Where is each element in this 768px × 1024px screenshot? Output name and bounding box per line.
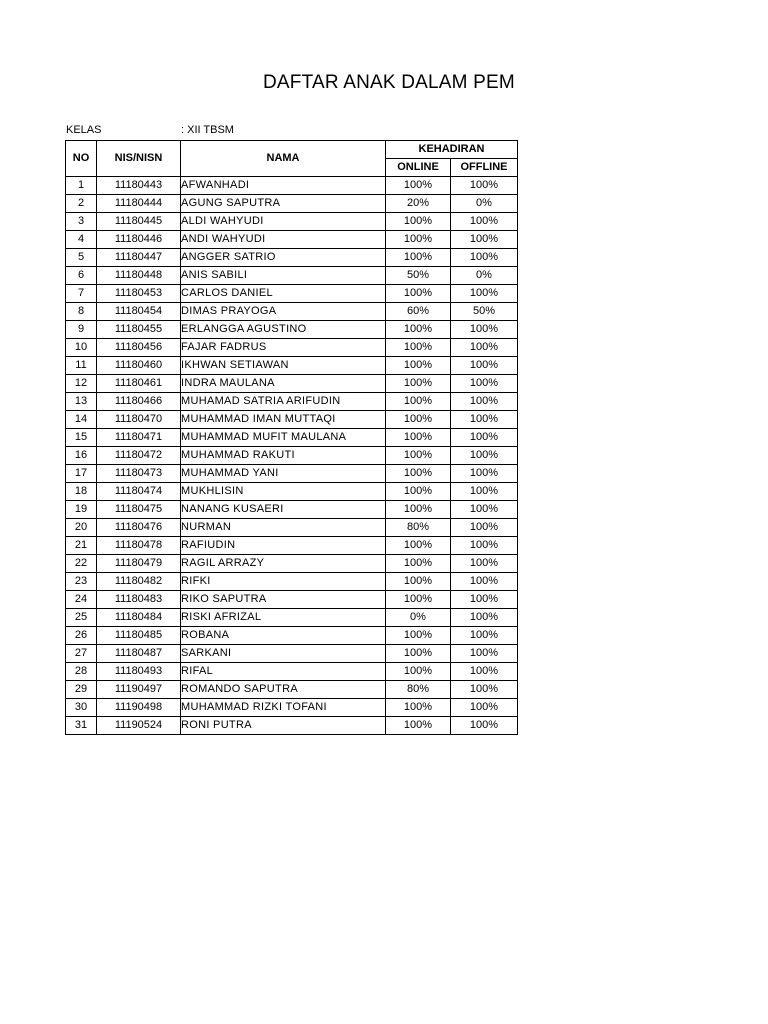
table-row: [66, 663, 518, 681]
nama-cell: MUHAMMAD RIZKI TOFANI: [181, 699, 386, 717]
row-number-cell: 21: [66, 537, 97, 555]
offline-attendance-cell: 100%: [451, 465, 518, 483]
nama-cell: RAGIL ARRAZY: [181, 555, 386, 573]
table-row: [66, 483, 518, 501]
nis-cell: 11180478: [97, 537, 181, 555]
nama-cell: ROMANDO SAPUTRA: [181, 681, 386, 699]
nama-cell: AGUNG SAPUTRA: [181, 195, 386, 213]
row-number-cell: 30: [66, 699, 97, 717]
nis-cell: 11180487: [97, 645, 181, 663]
table-header-row: [66, 141, 518, 159]
row-number-cell: 13: [66, 393, 97, 411]
nama-cell: MUHAMAD SATRIA ARIFUDIN: [181, 393, 386, 411]
table-row: [66, 375, 518, 393]
row-number-cell: 25: [66, 609, 97, 627]
online-attendance-cell: 20%: [386, 195, 451, 213]
nis-cell: 11180456: [97, 339, 181, 357]
column-header-nama: NAMA: [181, 141, 386, 177]
online-attendance-cell: 100%: [386, 213, 451, 231]
nis-cell: 11180444: [97, 195, 181, 213]
row-number-cell: 22: [66, 555, 97, 573]
row-number-cell: 3: [66, 213, 97, 231]
nis-cell: 11180474: [97, 483, 181, 501]
table-row: [66, 393, 518, 411]
nama-cell: DIMAS PRAYOGA: [181, 303, 386, 321]
row-number-cell: 17: [66, 465, 97, 483]
table-row: [66, 465, 518, 483]
online-attendance-cell: 100%: [386, 699, 451, 717]
kelas-value: : XII TBSM: [181, 124, 234, 136]
table-row: [66, 555, 518, 573]
nis-cell: 11180471: [97, 429, 181, 447]
online-attendance-cell: 100%: [386, 645, 451, 663]
row-number-cell: 18: [66, 483, 97, 501]
offline-attendance-cell: 100%: [451, 627, 518, 645]
nama-cell: RAFIUDIN: [181, 537, 386, 555]
online-attendance-cell: 60%: [386, 303, 451, 321]
column-header-online: ONLINE: [386, 159, 451, 177]
column-header-nis: NIS/NISN: [97, 141, 181, 177]
table-row: [66, 231, 518, 249]
nama-cell: RIFAL: [181, 663, 386, 681]
row-number-cell: 4: [66, 231, 97, 249]
nama-cell: ANGGER SATRIO: [181, 249, 386, 267]
nis-cell: 11180455: [97, 321, 181, 339]
nama-cell: MUKHLISIN: [181, 483, 386, 501]
nis-cell: 11180470: [97, 411, 181, 429]
table-row: [66, 447, 518, 465]
online-attendance-cell: 100%: [386, 357, 451, 375]
offline-attendance-cell: 100%: [451, 555, 518, 573]
table-row: [66, 267, 518, 285]
row-number-cell: 23: [66, 573, 97, 591]
nis-cell: 11180476: [97, 519, 181, 537]
online-attendance-cell: 100%: [386, 429, 451, 447]
row-number-cell: 26: [66, 627, 97, 645]
online-attendance-cell: 100%: [386, 717, 451, 735]
offline-attendance-cell: 100%: [451, 231, 518, 249]
online-attendance-cell: 100%: [386, 537, 451, 555]
nis-cell: 11180461: [97, 375, 181, 393]
nama-cell: NURMAN: [181, 519, 386, 537]
nis-cell: 11180454: [97, 303, 181, 321]
offline-attendance-cell: 100%: [451, 537, 518, 555]
offline-attendance-cell: 100%: [451, 411, 518, 429]
nis-cell: 11180466: [97, 393, 181, 411]
offline-attendance-cell: 100%: [451, 339, 518, 357]
online-attendance-cell: 0%: [386, 609, 451, 627]
nama-cell: MUHAMMAD RAKUTI: [181, 447, 386, 465]
offline-attendance-cell: 100%: [451, 609, 518, 627]
nis-cell: 11190497: [97, 681, 181, 699]
nama-cell: NANANG KUSAERI: [181, 501, 386, 519]
nis-cell: 11180445: [97, 213, 181, 231]
offline-attendance-cell: 100%: [451, 447, 518, 465]
row-number-cell: 2: [66, 195, 97, 213]
nis-cell: 11180460: [97, 357, 181, 375]
offline-attendance-cell: 100%: [451, 663, 518, 681]
column-header-kehadiran: KEHADIRAN: [386, 141, 518, 159]
online-attendance-cell: 100%: [386, 591, 451, 609]
nis-cell: 11180479: [97, 555, 181, 573]
row-number-cell: 15: [66, 429, 97, 447]
online-attendance-cell: 100%: [386, 393, 451, 411]
row-number-cell: 12: [66, 375, 97, 393]
offline-attendance-cell: 100%: [451, 393, 518, 411]
table-row: [66, 285, 518, 303]
row-number-cell: 28: [66, 663, 97, 681]
row-number-cell: 6: [66, 267, 97, 285]
online-attendance-cell: 100%: [386, 411, 451, 429]
row-number-cell: 7: [66, 285, 97, 303]
nis-cell: 11180484: [97, 609, 181, 627]
table-body: [66, 177, 518, 735]
table-row: [66, 177, 518, 195]
nama-cell: CARLOS DANIEL: [181, 285, 386, 303]
offline-attendance-cell: 100%: [451, 483, 518, 501]
row-number-cell: 27: [66, 645, 97, 663]
table-row: [66, 717, 518, 735]
table-row: [66, 627, 518, 645]
nama-cell: ROBANA: [181, 627, 386, 645]
offline-attendance-cell: 100%: [451, 177, 518, 195]
nama-cell: IKHWAN SETIAWAN: [181, 357, 386, 375]
nis-cell: 11180485: [97, 627, 181, 645]
online-attendance-cell: 100%: [386, 627, 451, 645]
online-attendance-cell: 100%: [386, 177, 451, 195]
offline-attendance-cell: 100%: [451, 645, 518, 663]
nis-cell: 11180473: [97, 465, 181, 483]
nama-cell: SARKANI: [181, 645, 386, 663]
nis-cell: 11180446: [97, 231, 181, 249]
offline-attendance-cell: 100%: [451, 519, 518, 537]
nama-cell: RIKO SAPUTRA: [181, 591, 386, 609]
offline-attendance-cell: 100%: [451, 429, 518, 447]
online-attendance-cell: 100%: [386, 375, 451, 393]
row-number-cell: 5: [66, 249, 97, 267]
online-attendance-cell: 100%: [386, 285, 451, 303]
nis-cell: 11180453: [97, 285, 181, 303]
nis-cell: 11180482: [97, 573, 181, 591]
nama-cell: AFWANHADI: [181, 177, 386, 195]
table-row: [66, 591, 518, 609]
attendance-table: [65, 140, 518, 735]
nis-cell: 11180472: [97, 447, 181, 465]
nama-cell: RISKI AFRIZAL: [181, 609, 386, 627]
row-number-cell: 31: [66, 717, 97, 735]
table-row: [66, 357, 518, 375]
row-number-cell: 1: [66, 177, 97, 195]
row-number-cell: 19: [66, 501, 97, 519]
nama-cell: RONI PUTRA: [181, 717, 386, 735]
online-attendance-cell: 100%: [386, 501, 451, 519]
table-row: [66, 339, 518, 357]
offline-attendance-cell: 100%: [451, 375, 518, 393]
table-row: [66, 249, 518, 267]
online-attendance-cell: 80%: [386, 519, 451, 537]
column-header-no: NO: [66, 141, 97, 177]
table-row: [66, 411, 518, 429]
row-number-cell: 20: [66, 519, 97, 537]
online-attendance-cell: 50%: [386, 267, 451, 285]
table-row: [66, 429, 518, 447]
row-number-cell: 14: [66, 411, 97, 429]
online-attendance-cell: 100%: [386, 483, 451, 501]
offline-attendance-cell: 50%: [451, 303, 518, 321]
table-row: [66, 519, 518, 537]
offline-attendance-cell: 0%: [451, 267, 518, 285]
row-number-cell: 16: [66, 447, 97, 465]
online-attendance-cell: 100%: [386, 321, 451, 339]
row-number-cell: 8: [66, 303, 97, 321]
offline-attendance-cell: 100%: [451, 573, 518, 591]
kelas-label: KELAS: [66, 124, 102, 136]
nama-cell: FAJAR FADRUS: [181, 339, 386, 357]
offline-attendance-cell: 100%: [451, 717, 518, 735]
offline-attendance-cell: 100%: [451, 501, 518, 519]
nis-cell: 11190524: [97, 717, 181, 735]
table-row: [66, 195, 518, 213]
row-number-cell: 24: [66, 591, 97, 609]
nama-cell: ANDI WAHYUDI: [181, 231, 386, 249]
nis-cell: 11190498: [97, 699, 181, 717]
nis-cell: 11180475: [97, 501, 181, 519]
online-attendance-cell: 80%: [386, 681, 451, 699]
online-attendance-cell: 100%: [386, 249, 451, 267]
nama-cell: ANIS SABILI: [181, 267, 386, 285]
offline-attendance-cell: 100%: [451, 285, 518, 303]
online-attendance-cell: 100%: [386, 663, 451, 681]
table-row: [66, 501, 518, 519]
offline-attendance-cell: 100%: [451, 213, 518, 231]
nama-cell: ERLANGGA AGUSTINO: [181, 321, 386, 339]
page-title: DAFTAR ANAK DALAM PEM: [263, 72, 515, 93]
online-attendance-cell: 100%: [386, 573, 451, 591]
offline-attendance-cell: 100%: [451, 681, 518, 699]
table-row: [66, 573, 518, 591]
online-attendance-cell: 100%: [386, 231, 451, 249]
row-number-cell: 10: [66, 339, 97, 357]
online-attendance-cell: 100%: [386, 339, 451, 357]
nis-cell: 11180447: [97, 249, 181, 267]
nama-cell: MUHAMMAD YANI: [181, 465, 386, 483]
nis-cell: 11180493: [97, 663, 181, 681]
table-row: [66, 213, 518, 231]
nis-cell: 11180448: [97, 267, 181, 285]
online-attendance-cell: 100%: [386, 447, 451, 465]
table-row: [66, 321, 518, 339]
nis-cell: 11180483: [97, 591, 181, 609]
row-number-cell: 9: [66, 321, 97, 339]
nis-cell: 11180443: [97, 177, 181, 195]
offline-attendance-cell: 100%: [451, 249, 518, 267]
nama-cell: MUHAMMAD MUFIT MAULANA: [181, 429, 386, 447]
table-row: [66, 645, 518, 663]
nama-cell: INDRA MAULANA: [181, 375, 386, 393]
online-attendance-cell: 100%: [386, 555, 451, 573]
online-attendance-cell: 100%: [386, 465, 451, 483]
offline-attendance-cell: 0%: [451, 195, 518, 213]
row-number-cell: 29: [66, 681, 97, 699]
offline-attendance-cell: 100%: [451, 699, 518, 717]
row-number-cell: 11: [66, 357, 97, 375]
table-row: [66, 681, 518, 699]
table-row: [66, 699, 518, 717]
table-row: [66, 609, 518, 627]
table-row: [66, 303, 518, 321]
table-row: [66, 537, 518, 555]
nama-cell: RIFKI: [181, 573, 386, 591]
nama-cell: ALDI WAHYUDI: [181, 213, 386, 231]
offline-attendance-cell: 100%: [451, 357, 518, 375]
column-header-offline: OFFLINE: [451, 159, 518, 177]
offline-attendance-cell: 100%: [451, 321, 518, 339]
offline-attendance-cell: 100%: [451, 591, 518, 609]
nama-cell: MUHAMMAD IMAN MUTTAQI: [181, 411, 386, 429]
